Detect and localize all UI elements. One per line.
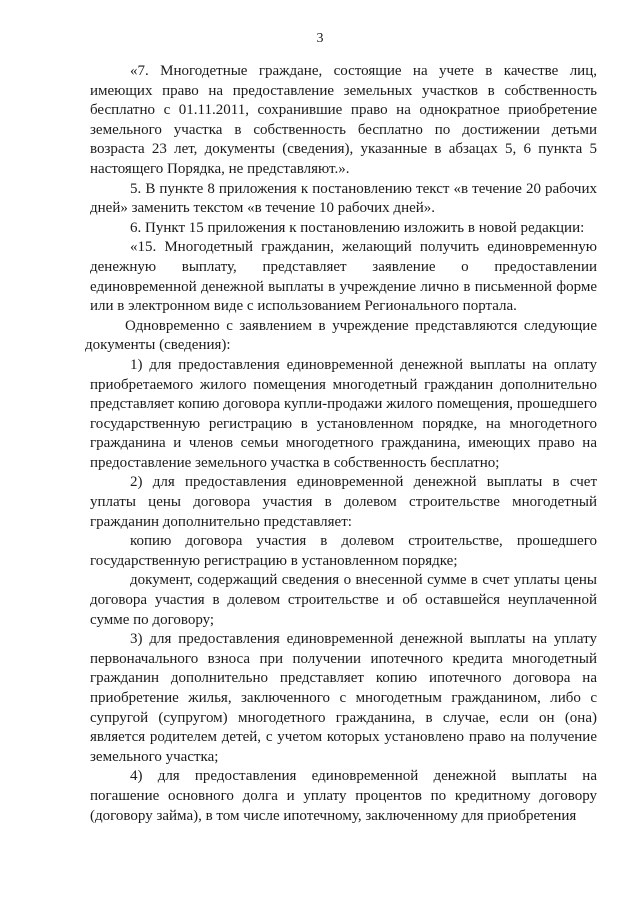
document-body [85, 62, 597, 826]
paragraph-contract-copy: копию договора участия в долевом строительстве, прошедшего государственную регистрацию в установленном порядке; [90, 533, 597, 569]
paragraph-documents-intro: Одновременно с заявлением в учреждение представляются следующие документы (сведения): [85, 317, 597, 354]
paragraph-point-6: 6. Пункт 15 приложения к постановлению изложить в новой редакции: [130, 219, 585, 236]
paragraph-item-7: «7. Многодетные граждане, состоящие на учете в качестве лиц, имеющих право на предоставление земельных участков в собственность бесплатно с 01.11.2011, сохранившие право на однократное приобретение земельного участка в собственность бесплатно по достижении детьми возраста 23 лет, документы (сведения), указанные в абзацах 5, 6 пункта 5 настоящего Порядка, не представляют.». [90, 63, 597, 177]
paragraph-subitem-1: 1) для предоставления единовременной денежной выплаты на оплату приобретаемого жилого помещения многодетный гражданин дополнительно представляет копию договора купли-продажи жилого помещения, прошедшего государственную регистрацию в установленном порядке, на многодетного гражданина и членов семьи многодетного гражданина, имеющих право на предоставление земельного участка в собственность бесплатно; [90, 356, 597, 471]
paragraph-point-5: 5. В пункте 8 приложения к постановлению текст «в течение 20 рабочих дней» заменить текстом «в течение 10 рабочих дней». [90, 180, 597, 217]
paragraph-subitem-2: 2) для предоставления единовременной денежной выплаты в счет уплаты цены договора участия в долевом строительстве многодетный гражданин дополнительно представляет: [90, 474, 597, 530]
paragraph-item-15: «15. Многодетный гражданин, желающий получить единовременную денежную выплату, представляет заявление о предоставлении единовременной денежной выплаты в учреждение лично в письменной форме или в электронном виде с использованием Регионального портала. [90, 239, 597, 315]
paragraph-subitem-4: 4) для предоставления единовременной денежной выплаты на погашение основного долга и уплату процентов по кредитному договору (договору займа), в том числе ипотечному, заключенному для приобретения [90, 768, 597, 824]
page-number: 3 [316, 31, 324, 46]
paragraph-payment-document: документ, содержащий сведения о внесенной сумме в счет уплаты цены договора участия в долевом строительстве и об оставшейся неуплаченной сумме по договору; [90, 572, 597, 628]
paragraph-subitem-3: 3) для предоставления единовременной денежной выплаты на уплату первоначального взноса при получении ипотечного кредита многодетный гражданин дополнительно представляет копию ипотечного договора на приобретение жилья, заключенного с многодетным гражданином, либо с супругой (супругом) многодетного гражданина, в случае, если он (она) является родителем детей, с учетом которых установлено право на получение земельного участка; [90, 631, 597, 765]
